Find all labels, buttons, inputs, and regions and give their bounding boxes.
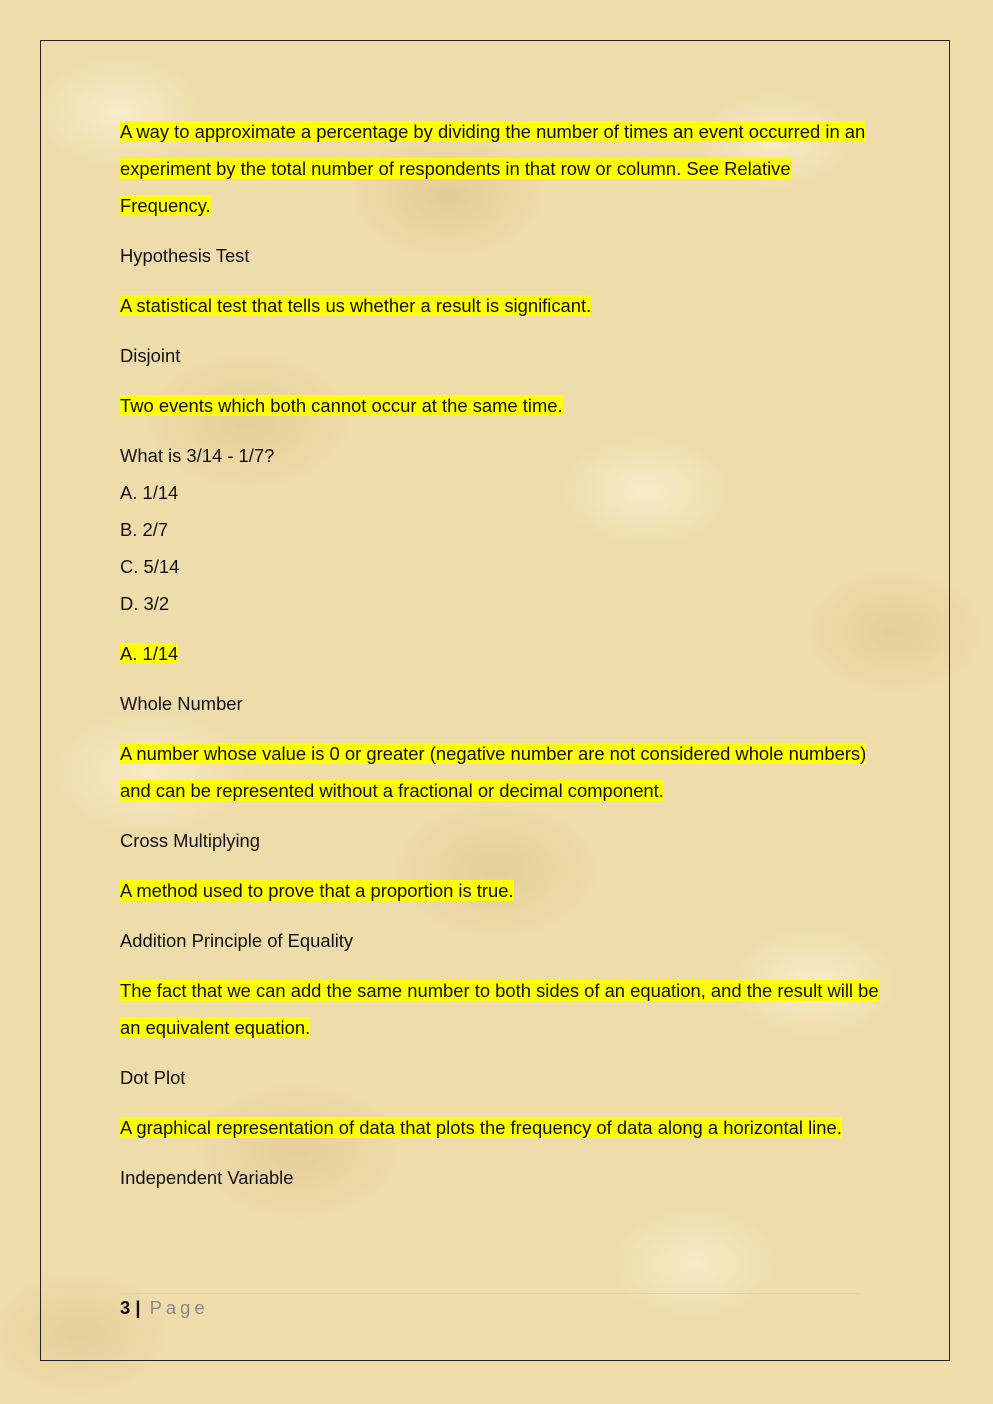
answer-option [120, 511, 880, 548]
term-text: Independent Variable [120, 1167, 294, 1188]
term-text: Disjoint [120, 345, 181, 366]
document-body [120, 113, 880, 1209]
highlighted-text: A method used to prove that a proportion is true. [120, 880, 514, 901]
correct-answer [120, 635, 880, 672]
term-text: Cross Multiplying [120, 830, 261, 851]
page-label: Page [149, 1297, 209, 1318]
term-heading [120, 685, 880, 722]
term-heading [120, 922, 880, 959]
definition-paragraph [120, 972, 880, 1046]
answer-option [120, 474, 880, 511]
question-text [120, 437, 880, 474]
highlighted-text: A number whose value is 0 or greater (negative number are not considered whole numbers) and can be represented without a fractional or decimal component. [120, 743, 867, 801]
highlighted-text: The fact that we can add the same number to both sides of an equation, and the result will be an equivalent equation. [120, 980, 879, 1038]
answer-option [120, 585, 880, 622]
term-heading [120, 1059, 880, 1096]
page-number: 3 [120, 1297, 131, 1318]
option-label: A. 1/14 [120, 482, 179, 503]
definition-paragraph [120, 872, 880, 909]
page-footer [120, 1293, 860, 1320]
definition-paragraph [120, 113, 880, 224]
highlighted-text: A statistical test that tells us whether a result is significant. [120, 295, 592, 316]
answer-option [120, 548, 880, 585]
term-heading [120, 1159, 880, 1196]
option-label: B. 2/7 [120, 519, 169, 540]
definition-paragraph [120, 1109, 880, 1146]
definition-paragraph [120, 387, 880, 424]
highlighted-text: Two events which both cannot occur at the same time. [120, 395, 563, 416]
term-text: Hypothesis Test [120, 245, 250, 266]
page-separator: | [135, 1297, 141, 1318]
highlighted-text: A. 1/14 [120, 643, 179, 664]
definition-paragraph [120, 735, 880, 809]
option-label: D. 3/2 [120, 593, 170, 614]
definition-paragraph [120, 287, 880, 324]
term-heading [120, 237, 880, 274]
option-label: C. 5/14 [120, 556, 180, 577]
highlighted-text: A way to approximate a percentage by dividing the number of times an event occurred in an experiment by the total number of respondents in that row or column. See Relative Frequency. [120, 121, 866, 216]
term-heading [120, 822, 880, 859]
question-label: What is 3/14 - 1/7? [120, 445, 275, 466]
highlighted-text: A graphical representation of data that plots the frequency of data along a horizontal line. [120, 1117, 842, 1138]
term-text: Whole Number [120, 693, 243, 714]
term-text: Dot Plot [120, 1067, 186, 1088]
term-text: Addition Principle of Equality [120, 930, 354, 951]
term-heading [120, 337, 880, 374]
